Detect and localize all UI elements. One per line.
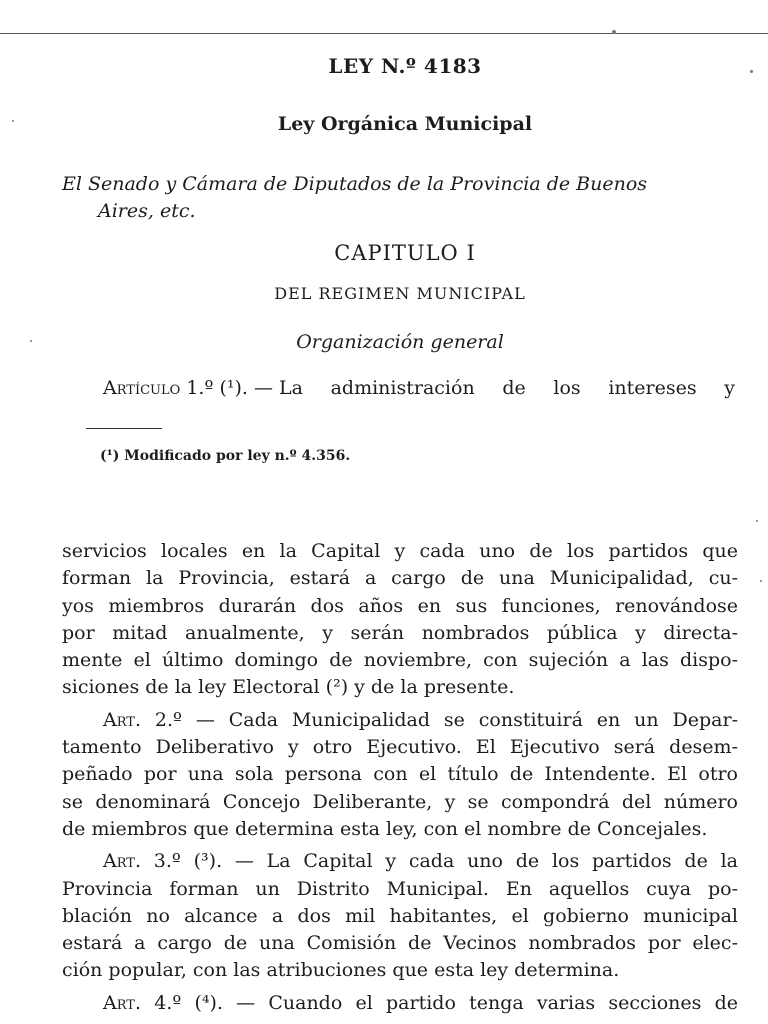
text-line: peñado por una sola persona con el título de Intendente. El otro <box>62 763 738 786</box>
text-line: ción popular, con las atribuciones que esta ley determina. <box>62 959 620 982</box>
article-1-label: Artículo 1.º <box>103 377 214 399</box>
text-line <box>62 707 738 734</box>
enactment-line-2: Aires, etc. <box>98 200 196 222</box>
text-line: Provincia forman un Distrito Municipal. En aquellos cuya po- <box>62 877 738 900</box>
scan-speck <box>12 120 14 122</box>
article-4-label: Art. 4.º <box>103 991 182 1014</box>
law-subtitle: Ley Orgánica Municipal <box>277 113 533 135</box>
text-line: estará a cargo de una Comisión de Vecinos nombrados por elec- <box>62 932 738 955</box>
paragraph-article-1-continued <box>62 538 738 702</box>
article-1-word: — La <box>253 377 303 399</box>
article-1-note-ref: (¹). <box>219 377 248 399</box>
text-line: por mitad anualmente, y serán nombrados pública y directa- <box>62 621 738 644</box>
article-1-word: los <box>553 377 581 399</box>
text-line: servicios locales en la Capital y cada uno de los partidos que <box>62 540 738 562</box>
text-line <box>62 848 738 875</box>
text-segment: — Cada Municipalidad se constituirá en un Depar- <box>195 708 738 731</box>
text-line: siciones de la ley Electoral (²) y de la presente. <box>62 676 515 699</box>
text-line: de miembros que determina esta ley, con el nombre de Concejales. <box>62 817 708 840</box>
article-1-word: administración <box>330 377 475 399</box>
footnote: (¹) Modificado por ley n.º 4.356. <box>100 448 351 464</box>
article-3-label: Art. 3.º <box>103 850 181 873</box>
article-2-label: Art. 2.º <box>103 708 182 731</box>
section-heading: DEL REGIMEN MUNICIPAL <box>274 284 526 303</box>
text-line <box>62 990 738 1017</box>
text-line: tamento Deliberativo y otro Ejecutivo. El Ejecutivo será desem- <box>62 736 738 759</box>
enactment-clause <box>62 171 742 225</box>
article-1-word: y <box>724 377 735 399</box>
article-1-lead <box>103 377 303 399</box>
scan-speck <box>756 520 758 522</box>
enactment-line-1: El Senado y Cámara de Diputados de la Provincia de Buenos <box>62 173 648 195</box>
paragraph-article-4 <box>62 990 738 1017</box>
article-1-word: intereses <box>608 377 697 399</box>
scan-speck <box>30 340 32 342</box>
paragraph-article-3 <box>62 848 738 984</box>
text-line: mente el último domingo de noviembre, con sujeción a las dispo- <box>62 649 738 672</box>
body-text <box>62 538 738 1022</box>
text-segment: (⁴). — Cuando el partido tenga varias secciones de <box>194 991 739 1014</box>
law-title: LEY N.º 4183 <box>328 54 482 78</box>
scan-speck <box>750 70 753 73</box>
text-line: yos miembros durarán dos años en sus funciones, renovándose <box>62 594 738 617</box>
scan-speck <box>612 30 616 34</box>
text-line: blación no alcance a dos mil habitantes, el gobierno municipal <box>62 904 738 927</box>
paragraph-article-2 <box>62 707 738 843</box>
scan-speck <box>760 580 762 582</box>
article-1-opening-line <box>103 377 735 399</box>
chapter-heading: CAPITULO I <box>334 241 476 265</box>
footnote-rule <box>86 428 162 429</box>
top-border-rule <box>0 33 768 34</box>
text-line: forman la Provincia, estará a cargo de una Municipalidad, cu- <box>62 567 738 590</box>
article-1-word: de <box>502 377 526 399</box>
text-segment: (³). — La Capital y cada uno de los partidos de la <box>193 850 739 873</box>
subsection-heading: Organización general <box>296 331 504 353</box>
text-line: se denominará Concejo Deliberante, y se compondrá del número <box>62 790 738 813</box>
